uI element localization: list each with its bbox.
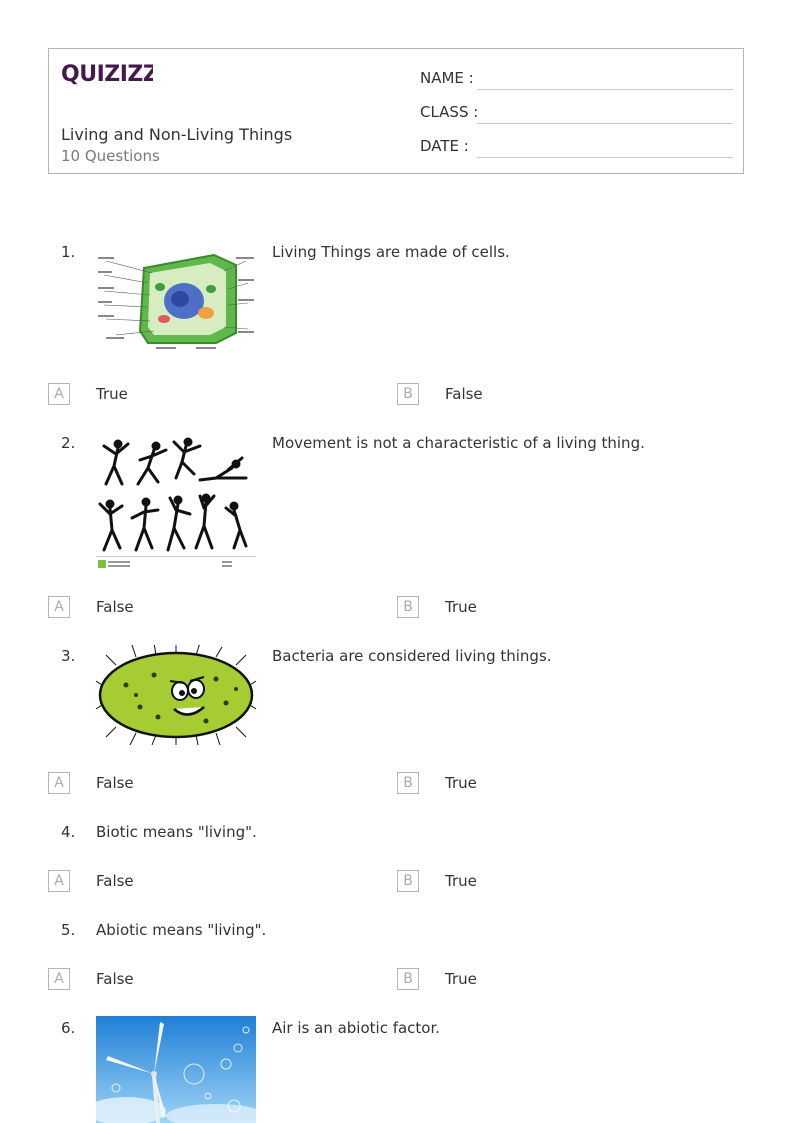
question-count: 10 Questions xyxy=(61,147,160,165)
plant-cell-image xyxy=(96,243,256,358)
option-text: True xyxy=(445,970,477,988)
question-text: Air is an abiotic factor. xyxy=(272,1019,441,1037)
option-box[interactable]: A xyxy=(48,772,70,794)
option-text: False xyxy=(96,598,134,616)
class-label: CLASS : xyxy=(420,103,479,121)
option-box[interactable]: A xyxy=(48,968,70,990)
worksheet-title: Living and Non-Living Things xyxy=(61,125,293,144)
class-field[interactable] xyxy=(477,123,733,124)
name-field[interactable] xyxy=(477,89,733,90)
question-text: Movement is not a characteristic of a living thing. xyxy=(272,434,645,452)
question-number: 6. xyxy=(61,1019,76,1037)
question-number: 2. xyxy=(61,434,76,452)
question-number: 1. xyxy=(61,243,76,261)
quizizz-logo xyxy=(61,59,153,91)
option-box[interactable]: A xyxy=(48,596,70,618)
option-box[interactable]: A xyxy=(48,383,70,405)
option-box[interactable]: B xyxy=(397,383,419,405)
option-text: False xyxy=(96,774,134,792)
option-box[interactable]: B xyxy=(397,772,419,794)
question-number: 3. xyxy=(61,647,76,665)
svg-text:QUIZIZZ: QUIZIZZ xyxy=(61,62,153,87)
option-box[interactable]: B xyxy=(397,870,419,892)
option-text: True xyxy=(445,774,477,792)
bacterium-image xyxy=(96,645,256,745)
date-label: DATE : xyxy=(420,137,469,155)
option-box[interactable]: A xyxy=(48,870,70,892)
wind-turbine-image xyxy=(96,1016,256,1123)
question-number: 4. xyxy=(61,823,76,841)
option-text: False xyxy=(96,970,134,988)
option-text: True xyxy=(445,872,477,890)
option-text: True xyxy=(445,598,477,616)
option-text: False xyxy=(96,872,134,890)
dancer-silhouettes-image xyxy=(96,434,256,570)
option-box[interactable]: B xyxy=(397,968,419,990)
question-text: Living Things are made of cells. xyxy=(272,243,510,261)
worksheet-header xyxy=(48,48,744,174)
question-text: Bacteria are considered living things. xyxy=(272,647,552,665)
question-text: Abiotic means "living". xyxy=(96,921,267,939)
question-number: 5. xyxy=(61,921,76,939)
question-text: Biotic means "living". xyxy=(96,823,257,841)
option-text: True xyxy=(96,385,128,403)
option-text: False xyxy=(445,385,483,403)
date-field[interactable] xyxy=(477,157,733,158)
name-label: NAME : xyxy=(420,69,474,87)
option-box[interactable]: B xyxy=(397,596,419,618)
